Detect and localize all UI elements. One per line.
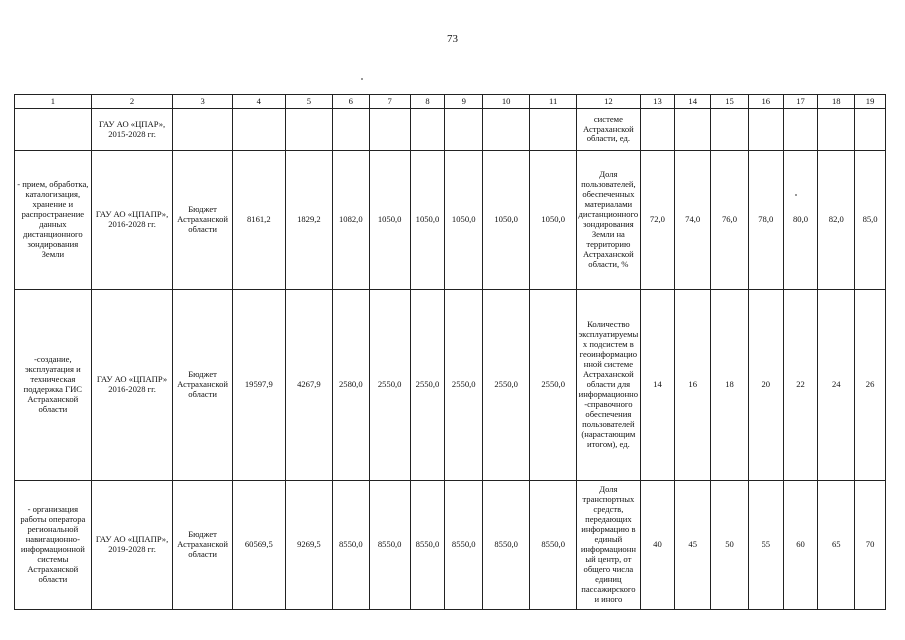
target-value: [783, 109, 818, 151]
funding-value: [369, 109, 410, 151]
column-number: 13: [640, 95, 675, 109]
target-value: 70: [855, 481, 886, 610]
column-number: 6: [332, 95, 369, 109]
target-value: 80,0: [783, 151, 818, 290]
target-value: 65: [818, 481, 855, 610]
column-number: 7: [369, 95, 410, 109]
column-number: 17: [783, 95, 818, 109]
target-value: 24: [818, 290, 855, 481]
measure-name: -создание, эксплуатация и техническая поддержка ГИС Астраханской области: [15, 290, 92, 481]
target-value: 85,0: [855, 151, 886, 290]
measure-name: - организация работы оператора региональной навигационно-информационной системы Астраханской области: [15, 481, 92, 610]
column-number: 4: [232, 95, 285, 109]
page-number: 73: [447, 33, 458, 45]
funding-value: 9269,5: [285, 481, 332, 610]
executor-period: ГАУ АО «ЦПАПР», 2019-2028 гг.: [91, 481, 173, 610]
indicator-name: Доля пользователей, обеспеченных материалами дистанционного зондирования Земли на территорию Астраханской области, %: [577, 151, 640, 290]
funding-value: 1050,0: [530, 151, 577, 290]
target-value: 72,0: [640, 151, 675, 290]
column-number: 3: [173, 95, 232, 109]
target-value: 82,0: [818, 151, 855, 290]
funding-value: 2550,0: [530, 290, 577, 481]
target-value: [855, 109, 886, 151]
funding-value: 1829,2: [285, 151, 332, 290]
target-value: [675, 109, 711, 151]
target-value: 20: [748, 290, 783, 481]
funding-value: [285, 109, 332, 151]
funding-value: [445, 109, 483, 151]
target-value: 22: [783, 290, 818, 481]
funding-value: [332, 109, 369, 151]
funding-value: 2550,0: [369, 290, 410, 481]
funding-value: [410, 109, 445, 151]
executor-period: ГАУ АО «ЦПАПР» 2016-2028 гг.: [91, 290, 173, 481]
target-value: [818, 109, 855, 151]
target-value: 76,0: [711, 151, 749, 290]
funding-value: [530, 109, 577, 151]
funding-value: 1082,0: [332, 151, 369, 290]
target-value: 45: [675, 481, 711, 610]
funding-value: 1050,0: [410, 151, 445, 290]
column-number: 12: [577, 95, 640, 109]
target-value: 40: [640, 481, 675, 610]
target-value: 55: [748, 481, 783, 610]
scan-speck: [361, 78, 363, 80]
target-value: 50: [711, 481, 749, 610]
column-number: 14: [675, 95, 711, 109]
funding-value: 4267,9: [285, 290, 332, 481]
target-value: [640, 109, 675, 151]
funding-value: 8550,0: [445, 481, 483, 610]
funding-value: 8161,2: [232, 151, 285, 290]
column-number: 5: [285, 95, 332, 109]
table-row: [15, 290, 886, 481]
funding-value: 2550,0: [483, 290, 530, 481]
funding-value: 8550,0: [332, 481, 369, 610]
funding-source: Бюджет Астраханской области: [173, 151, 232, 290]
table-row: [15, 109, 886, 151]
target-value: 60: [783, 481, 818, 610]
column-number: 2: [91, 95, 173, 109]
column-number-row: [15, 95, 886, 109]
column-number: 15: [711, 95, 749, 109]
target-value: 14: [640, 290, 675, 481]
funding-value: 8550,0: [483, 481, 530, 610]
measure-name: [15, 109, 92, 151]
column-number: 18: [818, 95, 855, 109]
funding-value: 8550,0: [369, 481, 410, 610]
funding-value: 1050,0: [483, 151, 530, 290]
measure-name: - прием, обработка, каталогизация, хранение и распространение данных дистанционного зондирования Земли: [15, 151, 92, 290]
target-value: 18: [711, 290, 749, 481]
funding-value: 1050,0: [369, 151, 410, 290]
target-value: 78,0: [748, 151, 783, 290]
target-value: [748, 109, 783, 151]
funding-value: 60569,5: [232, 481, 285, 610]
funding-value: 2550,0: [410, 290, 445, 481]
target-value: [711, 109, 749, 151]
target-value: 26: [855, 290, 886, 481]
target-value: 74,0: [675, 151, 711, 290]
column-number: 8: [410, 95, 445, 109]
funding-value: 8550,0: [410, 481, 445, 610]
table-row: [15, 151, 886, 290]
column-number: 1: [15, 95, 92, 109]
funding-value: 1050,0: [445, 151, 483, 290]
column-number: 19: [855, 95, 886, 109]
funding-source: [173, 109, 232, 151]
funding-value: 8550,0: [530, 481, 577, 610]
indicator-name: системе Астраханской области, ед.: [577, 109, 640, 151]
column-number: 9: [445, 95, 483, 109]
column-number: 16: [748, 95, 783, 109]
funding-value: [483, 109, 530, 151]
funding-value: 2580,0: [332, 290, 369, 481]
funding-source: Бюджет Астраханской области: [173, 290, 232, 481]
column-number: 11: [530, 95, 577, 109]
program-table: [14, 94, 886, 610]
indicator-name: Количество эксплуатируемых подсистем в геоинформационной системе Астраханской области для информационно-справочного обеспечения пользователей (нарастающим итогом), ед.: [577, 290, 640, 481]
executor-period: ГАУ АО «ЦПАПР», 2016-2028 гг.: [91, 151, 173, 290]
table-row: [15, 481, 886, 610]
funding-value: 2550,0: [445, 290, 483, 481]
indicator-name: Доля транспортных средств, передающих информацию в единый информационный центр, от общего числа единиц пассажирского и иного: [577, 481, 640, 610]
funding-value: 19597,9: [232, 290, 285, 481]
column-number: 10: [483, 95, 530, 109]
funding-source: Бюджет Астраханской области: [173, 481, 232, 610]
executor-period: ГАУ АО «ЦПАР», 2015-2028 гг.: [91, 109, 173, 151]
target-value: 16: [675, 290, 711, 481]
funding-value: [232, 109, 285, 151]
